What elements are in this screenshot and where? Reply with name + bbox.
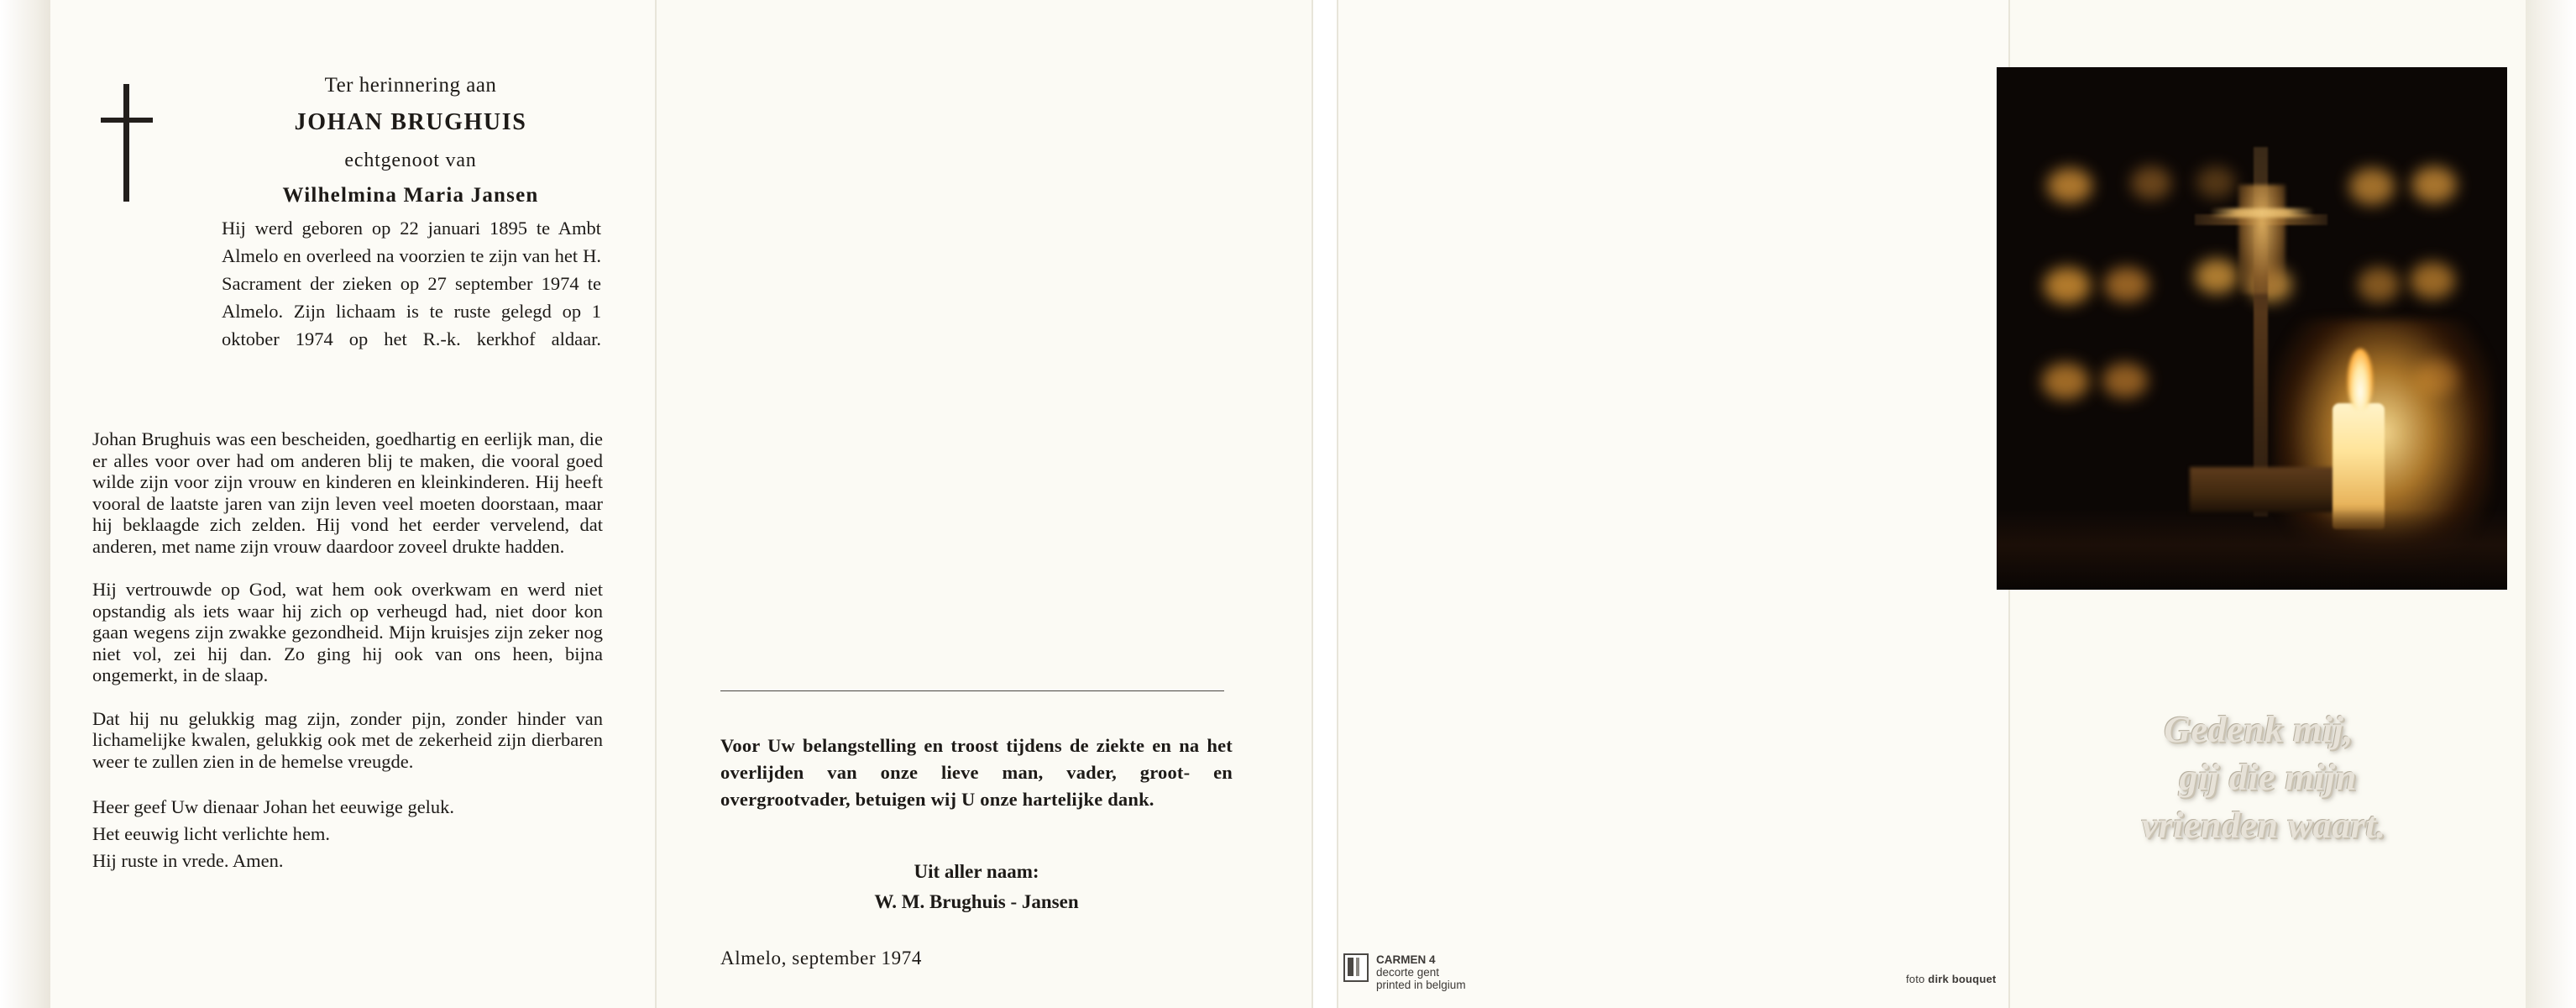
printer-mark-icon — [1343, 953, 1369, 982]
verse-line-3: vrienden waart. — [2141, 805, 2386, 846]
memorial-verse — [2040, 706, 2477, 849]
in-memory-of-label: Ter herinnering aan — [324, 74, 497, 97]
birth-death-details — [222, 214, 601, 353]
place-and-date: Almelo, september 1974 — [720, 948, 922, 969]
photo-credit-prefix: foto — [1906, 973, 1929, 985]
signoff-name: W. M. Brughuis - Jansen — [874, 891, 1079, 912]
fold-line-1 — [655, 0, 657, 1008]
memorial-header — [222, 74, 599, 207]
flame-icon — [2348, 349, 2373, 411]
divider-rule — [720, 690, 1224, 691]
relation-label: echtgenoot van — [344, 150, 477, 171]
prayer-line-2: Het eeuwig licht verlichte hem. — [92, 823, 331, 844]
page-edge-right — [2526, 0, 2576, 1008]
printer-credit — [1343, 953, 1466, 991]
intro-text: Hij werd geboren op 22 januari 1895 te Ambt Almelo en overleed na voorzien te zijn van het H. Sacrament der zieken op 27 september 1974 te Almelo. Zijn lichaam is te ruste gelegd op 1 oktober 1974 op het R.-k. kerkhof aldaar. — [222, 218, 601, 349]
verse-line-2: gij die mijn — [2179, 757, 2357, 798]
panel-right — [1338, 0, 2010, 1008]
fold-line-3 — [1337, 0, 1338, 1008]
candle-photo — [1997, 67, 2507, 590]
body-paragraph-2: Hij vertrouwde op God, wat hem ook overkwam en werd niet opstandig als iets waar hij zich op verheugd had, niet door kon gaan wegens zijn zwakke gezondheid. Mijn kruisjes zijn zeker nog niet vol, zei hij dan. Zo ging hij ook van ons heen, bijna ongemerkt, in de slaap. — [92, 579, 603, 685]
thanks-text: Voor Uw belangstelling en troost tijdens de ziekte en na het overlijden van onze lieve man, vader, groot- en overgrootvader, betuigen wij U onze hartelijke dank. — [720, 735, 1233, 810]
verse-line-1: Gedenk mij, — [2164, 709, 2353, 750]
prayer-line-1: Heer geef Uw dienaar Johan het eeuwige geluk. — [92, 796, 455, 817]
body-paragraph-1: Johan Brughuis was een bescheiden, goedhartig en eerlijk man, die er alles voor over had om anderen blij te maken, die vooral goed wilde zijn voor zijn vrouw en kinderen en kleinkinderen. Hij heeft vooral de laatste jaren van zijn leven veel moeten doorstaan, maar hij beklaagde zich zelden. Hij vond het eerder vervelend, dat anderen, met name zijn vrouw daardoor zoveel drukte hadden. — [92, 428, 603, 557]
spouse-name: Wilhelmina Maria Jansen — [282, 184, 539, 207]
deceased-name: JOHAN BRUGHUIS — [294, 109, 527, 135]
signoff-block — [720, 857, 1233, 917]
photo-credit-name: dirk bouquet — [1928, 973, 1997, 985]
printer-credit-line-2: decorte gent — [1376, 966, 1440, 979]
printer-credit-line-3: printed in belgium — [1376, 979, 1466, 991]
signoff-label: Uit aller naam: — [914, 861, 1039, 882]
photo-credit — [1906, 973, 1996, 985]
prayer-line-3: Hij ruste in vrede. Amen. — [92, 850, 284, 871]
printer-credit-line-1: CARMEN 4 — [1376, 953, 1436, 966]
body-paragraph-3: Dat hij nu gelukkig mag zijn, zonder pijn, zonder hinder van lichamelijke kwalen, gelukkig ook met de zekerheid zijn dierbaren weer te zullen zien in de hemelse vreugde. — [92, 707, 603, 772]
fold-line-2 — [1312, 0, 1313, 1008]
memorial-body — [92, 428, 603, 874]
page-edge-left — [0, 0, 50, 1008]
